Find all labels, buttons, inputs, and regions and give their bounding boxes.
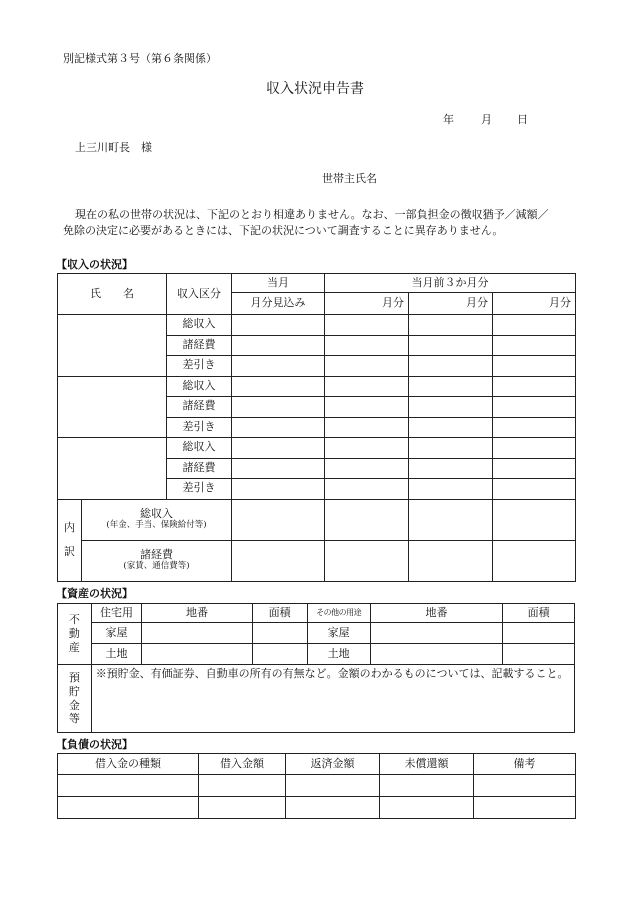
amount-cell[interactable] — [493, 315, 576, 336]
household-head-label: 世帯主氏名 — [322, 172, 377, 185]
breakdown-label-char: 内 — [64, 521, 75, 535]
breakdown-total-cell — [82, 499, 232, 540]
amount-cell[interactable] — [325, 376, 409, 397]
row-net-label: 差引き — [167, 479, 232, 500]
row-expenses-label: 諸経費 — [167, 397, 232, 418]
col-repayment: 返済金額 — [286, 754, 380, 775]
amount-cell[interactable] — [493, 499, 576, 540]
savings-note[interactable]: ※預貯金、有価証券、自動車の所有の有無など。金額のわかるものについては、記載すること。 — [91, 665, 574, 733]
income-table — [57, 273, 576, 582]
debt-heading: 【負債の状況】 — [56, 738, 133, 751]
lot-number-header: 地番 — [142, 604, 253, 623]
amount-cell[interactable] — [493, 458, 576, 479]
amount-cell[interactable] — [409, 458, 493, 479]
date-day-label: 日 — [517, 113, 528, 126]
debt-cell[interactable] — [474, 775, 576, 797]
savings-char: 金 — [68, 698, 80, 712]
residential-label: 住宅用 — [91, 604, 142, 623]
debt-cell[interactable] — [58, 797, 199, 819]
realestate-char: 動 — [68, 627, 80, 641]
amount-cell[interactable] — [409, 499, 493, 540]
amount-cell[interactable] — [409, 356, 493, 377]
area-header: 面積 — [252, 604, 307, 623]
page-title: 収入状況申告書 — [266, 81, 364, 97]
name-cell[interactable] — [58, 315, 167, 377]
col-prev3: 当月前３か月分 — [325, 274, 576, 293]
amount-cell[interactable] — [232, 335, 325, 356]
row-total-label: 総収入 — [167, 376, 232, 397]
savings-char: 預 — [68, 671, 80, 684]
amount-cell[interactable] — [232, 540, 325, 581]
col-unpaid: 未償還額 — [380, 754, 474, 775]
debt-cell[interactable] — [380, 775, 474, 797]
amount-cell[interactable] — [325, 356, 409, 377]
breakdown-total-note: (年金、手当、保険給付等) — [106, 519, 207, 530]
amount-cell[interactable] — [325, 499, 409, 540]
name-cell[interactable] — [58, 438, 167, 500]
breakdown-label-char: 訳 — [64, 545, 75, 558]
savings-label — [58, 665, 92, 733]
area-cell[interactable] — [503, 644, 575, 665]
amount-cell[interactable] — [493, 417, 576, 438]
debt-cell[interactable] — [286, 797, 380, 819]
house-label: 家屋 — [91, 623, 142, 644]
amount-cell[interactable] — [493, 356, 576, 377]
row-net-label: 差引き — [167, 417, 232, 438]
amount-cell[interactable] — [232, 315, 325, 336]
row-expenses-label: 諸経費 — [167, 335, 232, 356]
amount-cell[interactable] — [325, 458, 409, 479]
debt-cell[interactable] — [199, 797, 286, 819]
lot-number-cell[interactable] — [142, 644, 253, 665]
area-cell[interactable] — [503, 623, 575, 644]
debt-cell[interactable] — [286, 775, 380, 797]
intro-text-line1: 現在の私の世帯の状況は、下記のとおり相違ありません。なお、一部負担金の徴収猶予／減額／ — [75, 208, 549, 221]
amount-cell[interactable] — [493, 540, 576, 581]
intro-text-line2: 免除の決定に必要があるときには、下記の状況について調査することに異存ありません。 — [63, 224, 504, 237]
amount-cell[interactable] — [409, 315, 493, 336]
debt-cell[interactable] — [58, 775, 199, 797]
amount-cell[interactable] — [493, 335, 576, 356]
other-use-label: その他の用途 — [307, 604, 370, 623]
col-name: 氏 名 — [58, 274, 167, 315]
amount-cell[interactable] — [409, 438, 493, 459]
amount-cell[interactable] — [409, 540, 493, 581]
realestate-label — [58, 604, 92, 665]
breakdown-expenses-label: 諸経費 — [140, 548, 173, 562]
area-cell[interactable] — [252, 623, 307, 644]
col-category: 収入区分 — [167, 274, 232, 315]
date-month-label: 月 — [481, 113, 492, 126]
row-net-label: 差引き — [167, 356, 232, 377]
col-month: 月分 — [409, 293, 493, 315]
amount-cell[interactable] — [232, 356, 325, 377]
debt-cell[interactable] — [474, 797, 576, 819]
assets-table — [57, 603, 575, 733]
amount-cell[interactable] — [232, 458, 325, 479]
amount-cell[interactable] — [232, 438, 325, 459]
breakdown-total-label: 総収入 — [140, 507, 173, 521]
amount-cell[interactable] — [325, 397, 409, 418]
breakdown-label — [58, 499, 82, 581]
row-expenses-label: 諸経費 — [167, 458, 232, 479]
amount-cell[interactable] — [232, 479, 325, 500]
assets-heading: 【資産の状況】 — [56, 587, 133, 600]
lot-number-cell[interactable] — [370, 623, 503, 644]
amount-cell[interactable] — [232, 417, 325, 438]
breakdown-expenses-note: (家賃、通信費等) — [123, 560, 190, 571]
col-month: 月分 — [493, 293, 576, 315]
amount-cell[interactable] — [325, 438, 409, 459]
date-year-label: 年 — [443, 113, 454, 126]
area-header: 面積 — [503, 604, 575, 623]
lot-number-cell[interactable] — [370, 644, 503, 665]
debt-cell[interactable] — [380, 797, 474, 819]
row-total-label: 総収入 — [167, 438, 232, 459]
amount-cell[interactable] — [325, 479, 409, 500]
amount-cell[interactable] — [325, 540, 409, 581]
amount-cell[interactable] — [409, 397, 493, 418]
savings-char: 等 — [68, 712, 80, 726]
land-label: 土地 — [91, 644, 142, 665]
row-total-label: 総収入 — [167, 315, 232, 336]
debt-table — [57, 753, 576, 819]
amount-cell[interactable] — [325, 315, 409, 336]
house-label: 家屋 — [307, 623, 370, 644]
amount-cell[interactable] — [325, 335, 409, 356]
col-remarks: 備考 — [474, 754, 576, 775]
breakdown-expenses-cell — [82, 540, 232, 581]
amount-cell[interactable] — [409, 335, 493, 356]
land-label: 土地 — [307, 644, 370, 665]
amount-cell[interactable] — [325, 417, 409, 438]
area-cell[interactable] — [252, 644, 307, 665]
col-month: 月分 — [325, 293, 409, 315]
name-cell[interactable] — [58, 376, 167, 438]
amount-cell[interactable] — [232, 499, 325, 540]
col-current: 当月 — [232, 274, 325, 293]
lot-number-header: 地番 — [370, 604, 503, 623]
amount-cell[interactable] — [493, 438, 576, 459]
amount-cell[interactable] — [493, 376, 576, 397]
amount-cell[interactable] — [493, 397, 576, 418]
form-number: 別記様式第３号（第６条関係） — [63, 52, 217, 65]
amount-cell[interactable] — [232, 397, 325, 418]
addressee: 上三川町長 様 — [75, 141, 152, 154]
amount-cell[interactable] — [409, 417, 493, 438]
realestate-char: 産 — [68, 640, 80, 654]
col-debt-amount: 借入金額 — [199, 754, 286, 775]
col-debt-type: 借入金の種類 — [58, 754, 199, 775]
amount-cell[interactable] — [409, 479, 493, 500]
col-current-sub: 月分見込み — [232, 293, 325, 315]
amount-cell[interactable] — [493, 479, 576, 500]
realestate-char: 不 — [68, 613, 80, 627]
amount-cell[interactable] — [232, 376, 325, 397]
income-heading: 【収入の状況】 — [56, 258, 133, 271]
amount-cell[interactable] — [409, 376, 493, 397]
savings-char: 貯 — [68, 684, 80, 698]
lot-number-cell[interactable] — [142, 623, 253, 644]
debt-cell[interactable] — [199, 775, 286, 797]
